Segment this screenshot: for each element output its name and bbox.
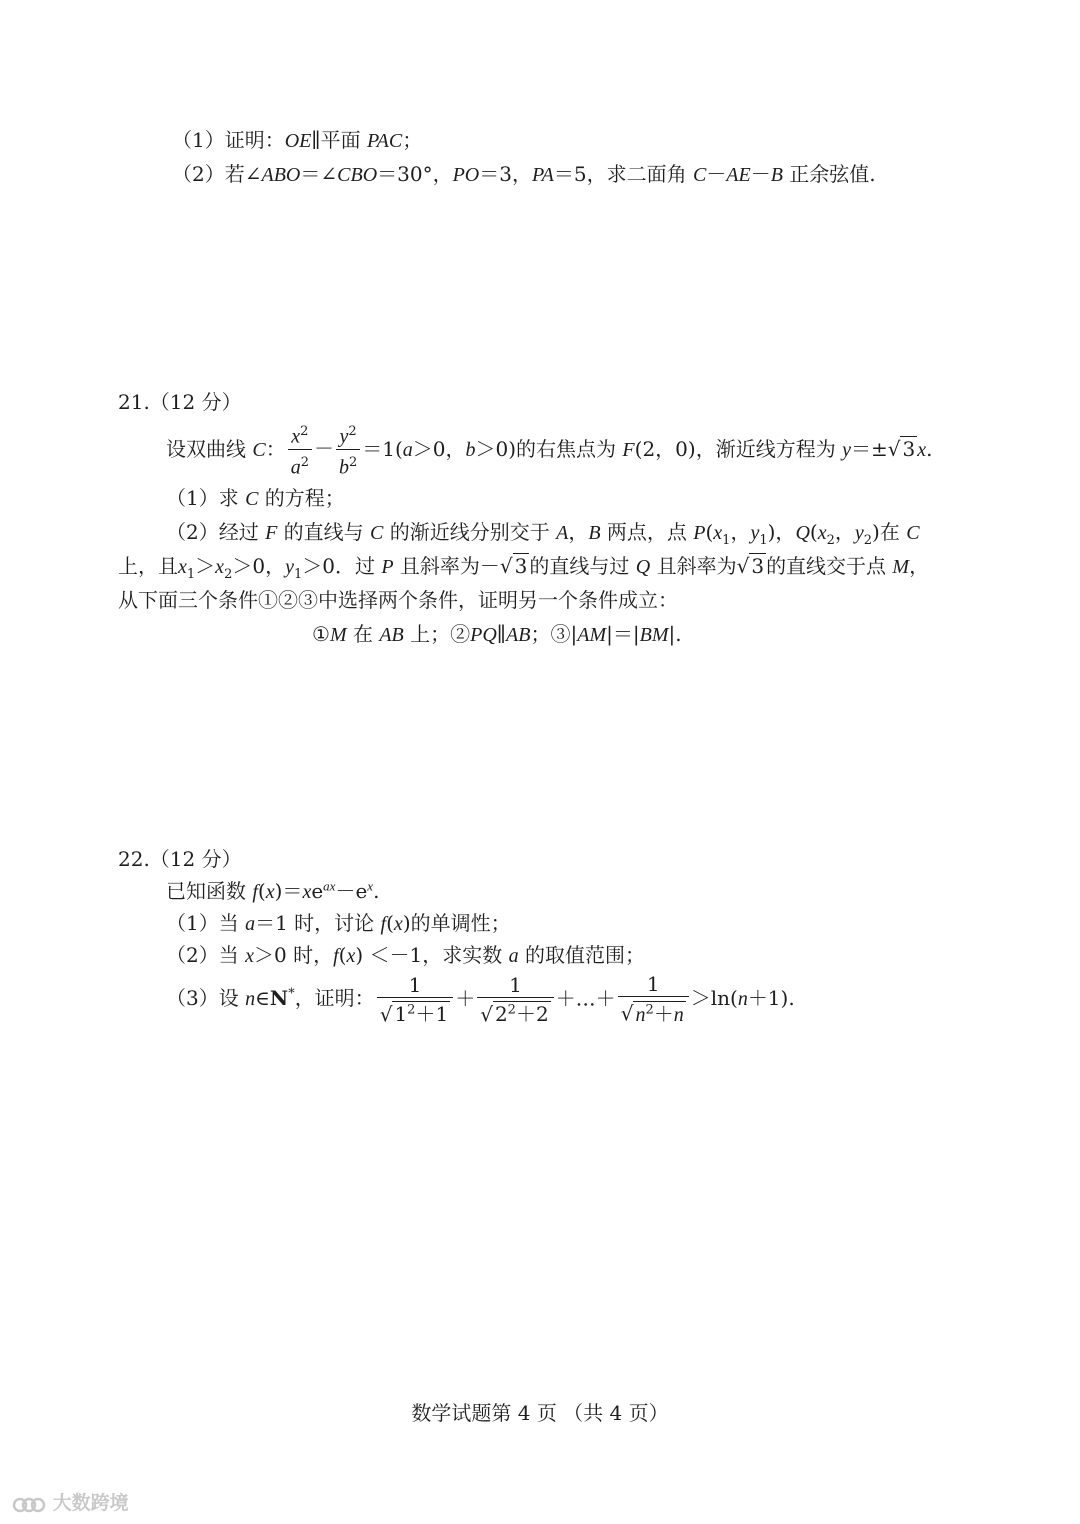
q22-part1: （1）当 a＝1 时，讨论 f(x)的单调性；	[166, 911, 511, 935]
q20-part2: （2）若∠ABO＝∠CBO＝30°，PO＝3，PA＝5，求二面角 C－AE－B 正余弦值.	[172, 162, 876, 186]
fraction-term-n: $\frac{1}{√ n^2+n}$	[618, 972, 689, 1028]
q21-part2-line1: （2）经过 F 的直线与 C 的渐近线分别交于 A，B 两点，点 $P(x_1$，$y_1$)，$Q(x_2$，$y_2$)在 C	[166, 520, 920, 548]
q22-stem: 已知函数 $f(x)=xe^{ax}-e^x$.	[166, 878, 380, 903]
q22-part2: （2）当 x＞0 时，f(x) ＜－1，求实数 a 的取值范围；	[166, 943, 645, 967]
q21-conditions: ①M 在 AB 上；②PQ∥AB；③|AM|＝|BM|.	[312, 622, 682, 646]
fraction-x2-a2: $\frac{x^2}{a^2}$	[288, 420, 312, 480]
watermark	[12, 1488, 129, 1515]
q21-part2-line2: 上，且$x_1>x_2>0$，$y_1>0$．过 P 且斜率为－√ 3 的直线与过 Q 且斜率为√ 3 的直线交于点 M，	[118, 554, 930, 582]
q21-part2-line3: 从下面三个条件①②③中选择两个条件，证明另一个条件成立：	[118, 588, 678, 612]
fraction-term-1: $\frac{1}{√ 1^2+1}$	[377, 973, 454, 1028]
q21-part1: （1）求 C 的方程；	[166, 486, 345, 510]
page-footer: 数学试题第 4 页 （共 4 页）	[411, 1401, 669, 1425]
q22-part3-suffix: ＞ln(n＋1).	[690, 986, 795, 1011]
q21-stem-prefix: 设双曲线 C：	[166, 436, 286, 461]
q20-part1: （1）证明：OE∥平面 PAC；	[172, 128, 423, 152]
q22-header: 22.（12 分）	[118, 847, 242, 871]
watermark-text: 大数跨境	[52, 1492, 129, 1514]
fraction-y2-b2: $\frac{y^2}{b^2}$	[336, 420, 360, 480]
watermark-logo-icon	[12, 1494, 46, 1514]
q21-header: 21.（12 分）	[118, 390, 242, 414]
q22-part3: （3）设 n∈N*，证明： $\frac{1}{√ 1^2+1}$ ＋ $\frac{1}{√ 2^2+2}$ ＋…＋ $\frac{1}{√ n^2+n}$ ＞ln(n＋1).	[166, 972, 795, 1027]
q21-stem-suffix: ＝1(a＞0，b＞0)的右焦点为 F(2，0)，渐近线方程为 y＝±√ 3 x.	[362, 436, 933, 461]
q22-part3-prefix: （3）设 n∈N*，证明：	[166, 986, 375, 1011]
q21-stem: 设双曲线 C： $\frac{x^2}{a^2}$ － $\frac{y^2}{b^2}$ ＝1(a＞0，b＞0)的右焦点为 F(2，0)，渐近线方程为 y＝±√ 3 x.	[166, 420, 932, 480]
fraction-term-2: $\frac{1}{√ 2^2+2}$	[477, 973, 554, 1028]
